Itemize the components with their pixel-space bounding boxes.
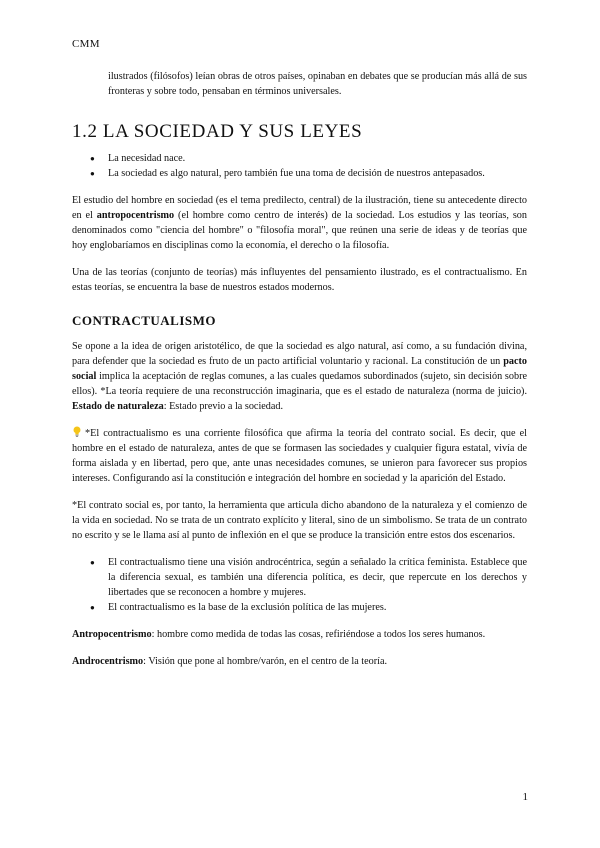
section-heading: 1.2 LA SOCIEDAD Y SUS LEYES [72, 121, 363, 142]
definition-androcentrismo: Androcentrismo: Visión que pone al hombre/varón, en el centro de la teoría. [72, 656, 388, 667]
list-item: ● La sociedad es algo natural, pero también fue una toma de decisión de nuestros antepasados. [108, 166, 527, 181]
paragraph-pacto-social: Se opone a la idea de origen aristotélico, de que la sociedad es algo natural, así como, a su fundación divina, para defender que la sociedad es fruto de un pacto artificial voluntario y racional. La constitución de un pacto social implica la aceptación de reglas comunes, a las cuales quedamos subordinados (sujeto, sin decisión sobre ellos). *La teoría requiere de una reconstrucción imaginaria, que es el estado de naturaleza (norma de juicio). Estado de naturaleza: Estado previo a la sociedad. [72, 341, 527, 412]
bold-term: antropocentrismo [96, 210, 175, 221]
list-item: ● La necesidad nace. [108, 151, 527, 166]
subsection-bullet-list [72, 555, 527, 615]
definition-term: Antropocentrismo [72, 629, 152, 640]
lightbulb-icon [72, 426, 82, 437]
paragraph-herramienta: *El contrato social es, por tanto, la herramienta que articula dicho abandono de la naturaleza y el comienzo de la vida en sociedad. No se trata de un contrato explícito y literal, sino de un simbolismo. Se trata de un contrato no escrito y se le llama así al punto de inflexión en el que se produce la transición entre estos dos escenarios. [72, 500, 527, 541]
list-item: ● El contractualismo tiene una visión androcéntrica, según a señalado la crítica feminista. Establece que la diferencia sexual, es también una diferencia política, es decir, que repercute en los derechos y libertades que se reconocen a hombre y mujeres. [108, 555, 527, 600]
section-bullet-list [72, 151, 527, 181]
subsection-heading: CONTRACTUALISMO [72, 313, 217, 328]
paragraph-antropocentrismo: El estudio del hombre en sociedad (es el tema predilecto, central) de la ilustración, tiene su antecedente directo en el antropocentrismo (el hombre como centro de interés) de la sociedad. Los estudios y las teorías, son denominados como "ciencia del hombre" o "filosofía moral", que reúnen una serie de ideas y de teorías que hoy englobaríamos en disciplinas como la economía, el derecho o la filosofía. [72, 195, 527, 251]
bold-term: pacto social [72, 356, 527, 382]
page-content [72, 69, 527, 669]
definition-antropocentrismo: Antropocentrismo: hombre como medida de todas las cosas, refiriéndose a todos los seres humanos. [72, 629, 486, 640]
definition-term: Androcentrismo [72, 656, 144, 667]
page-header: CMM [72, 38, 100, 50]
bold-term: Estado de naturaleza [72, 401, 164, 412]
list-item: ● El contractualismo es la base de la exclusión política de las mujeres. [108, 600, 527, 615]
paragraph-contrato-social: *El contractualismo es una corriente filosófica que afirma la teoría del contrato social. Es decir, que el hombre en el estado de naturaleza, antes de que se formasen las sociedades y cualquier figura estatal, vivía de forma aislada y en libertad, pero que, ante unas necesidades comunes, se unieron para favorecer sus propios intereses. Configurando así la constitución e integración del hombre en sociedad y la aparición del Estado. [72, 428, 527, 484]
intro-paragraph: ilustrados (filósofos) leían obras de otros países, opinaban en debates que se producían más allá de sus fronteras y sobre todo, pensaban en términos universales. [108, 71, 527, 97]
paragraph-contractualismo-intro: Una de las teorías (conjunto de teorías) más influyentes del pensamiento ilustrado, es el contractualismo. En estas teorías, se encuentra la base de nuestros estados modernos. [72, 267, 527, 293]
page-number: 1 [522, 791, 528, 803]
